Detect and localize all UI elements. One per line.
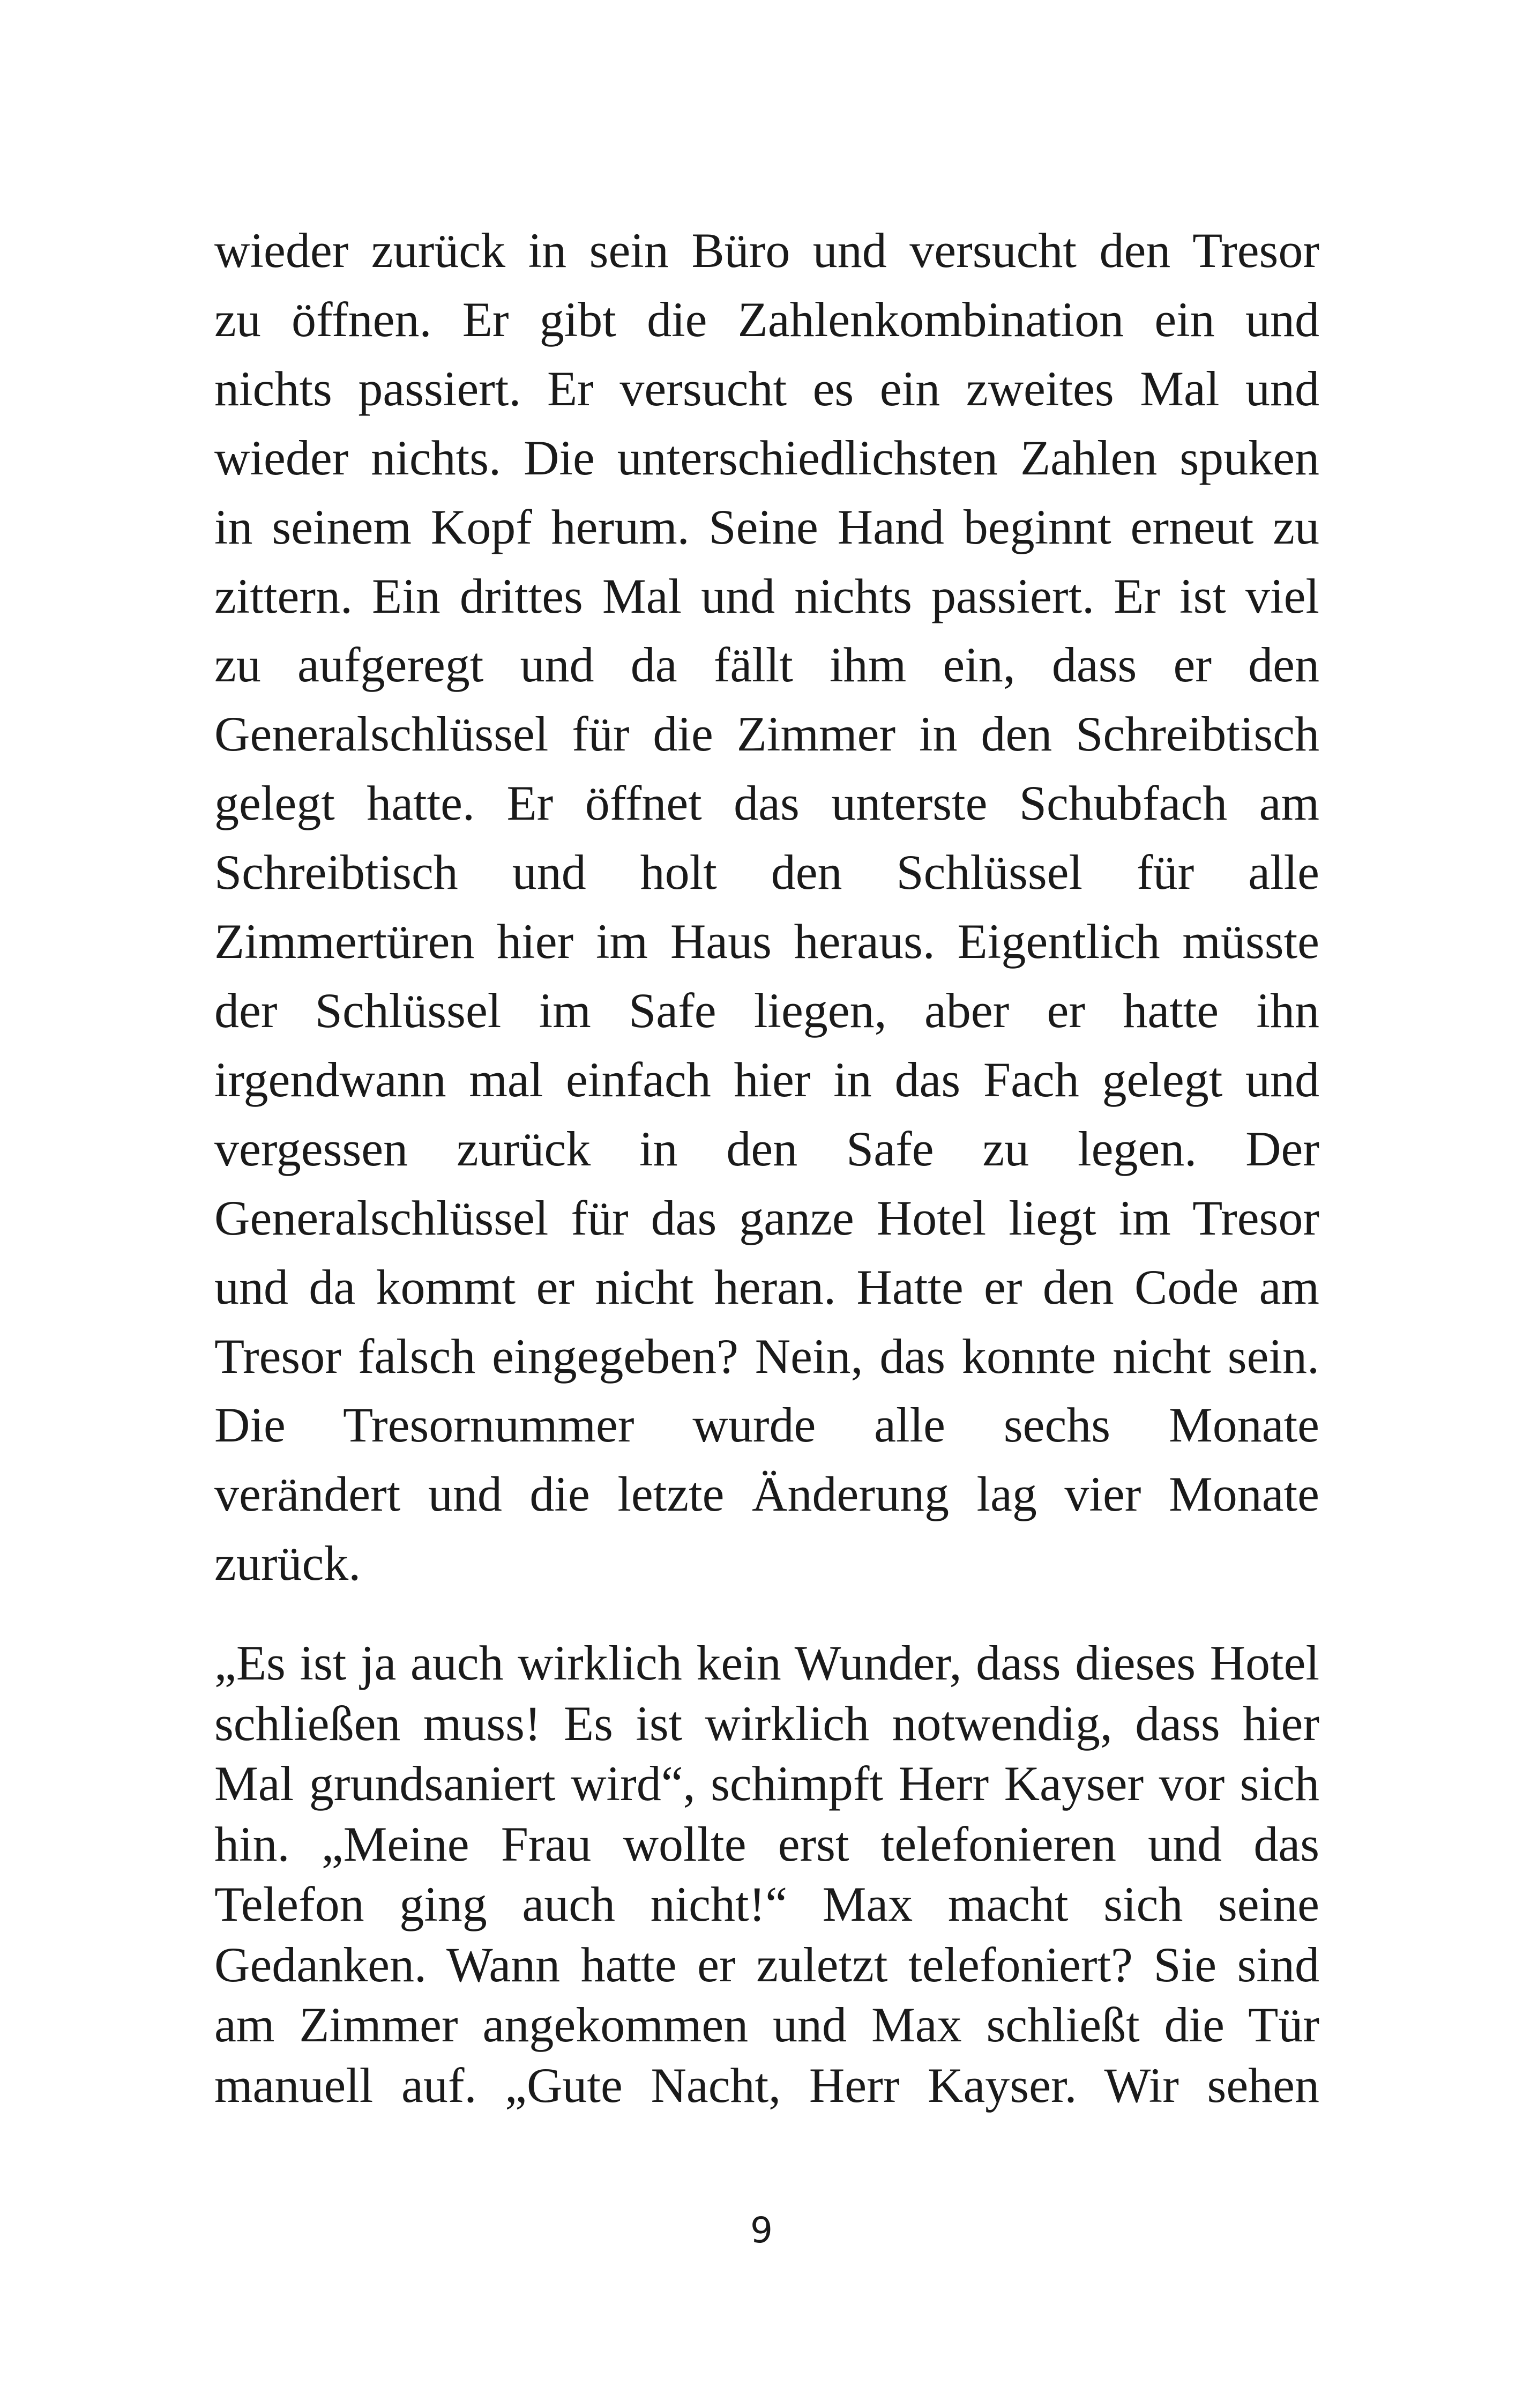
text-line: gelegt hatte. Er öffnet das unterste Schubfach am [214, 776, 1319, 831]
text-line: irgendwann mal einfach hier in das Fach gelegt und [214, 1052, 1319, 1107]
text-line: hin. „Meine Frau wollte erst telefonieren und das [214, 1816, 1319, 1871]
paragraph-1 [214, 216, 1319, 1598]
text-line: Zimmertüren hier im Haus heraus. Eigentlich müsste [214, 914, 1319, 969]
text-line: Mal grundsaniert wird“, schimpft Herr Kayser vor sich [214, 1756, 1319, 1811]
text-line: schließen muss! Es ist wirklich notwendig, dass hier [214, 1696, 1319, 1751]
text-line: zurück. [214, 1536, 361, 1591]
text-line: Schreibtisch und holt den Schlüssel für alle [214, 845, 1319, 900]
text-line: der Schlüssel im Safe liegen, aber er hatte ihn [214, 983, 1319, 1038]
text-line: manuell auf. „Gute Nacht, Herr Kayser. Wir sehen [214, 2057, 1319, 2113]
text-line: wieder nichts. Die unterschiedlichsten Zahlen spuken [214, 430, 1319, 485]
text-line: zu aufgeregt und da fällt ihm ein, dass er den [214, 637, 1319, 693]
text-line: verändert und die letzte Änderung lag vier Monate [214, 1467, 1319, 1522]
text-line: Die Tresornummer wurde alle sechs Monate [214, 1398, 1319, 1453]
page-number: 9 [750, 2210, 773, 2251]
text-line: nichts passiert. Er versucht es ein zweites Mal und [214, 361, 1319, 416]
text-line: Tresor falsch eingegeben? Nein, das konnte nicht sein. [214, 1328, 1319, 1384]
paragraph-2 [214, 1633, 1319, 2115]
text-line: Generalschlüssel für das ganze Hotel liegt im Tresor [214, 1190, 1319, 1245]
text-line: zittern. Ein drittes Mal und nichts passiert. Er ist viel [214, 568, 1319, 623]
text-line: am Zimmer angekommen und Max schließt die Tür [214, 1997, 1319, 2052]
text-line: und da kommt er nicht heran. Hatte er den Code am [214, 1259, 1319, 1314]
text-line: in seinem Kopf herum. Seine Hand beginnt erneut zu [214, 499, 1319, 554]
text-line: wieder zurück in sein Büro und versucht den Tresor [214, 223, 1319, 278]
text-line: zu öffnen. Er gibt die Zahlenkombination ein und [214, 292, 1319, 347]
text-line: Generalschlüssel für die Zimmer in den Schreibtisch [214, 707, 1319, 762]
text-line: Telefon ging auch nicht!“ Max macht sich seine [214, 1877, 1319, 1931]
text-line: „Es ist ja auch wirklich kein Wunder, dass dieses Hotel [214, 1636, 1319, 1690]
text-line: Gedanken. Wann hatte er zuletzt telefoniert? Sie sind [214, 1937, 1319, 1992]
text-line: vergessen zurück in den Safe zu legen. Der [214, 1121, 1319, 1176]
